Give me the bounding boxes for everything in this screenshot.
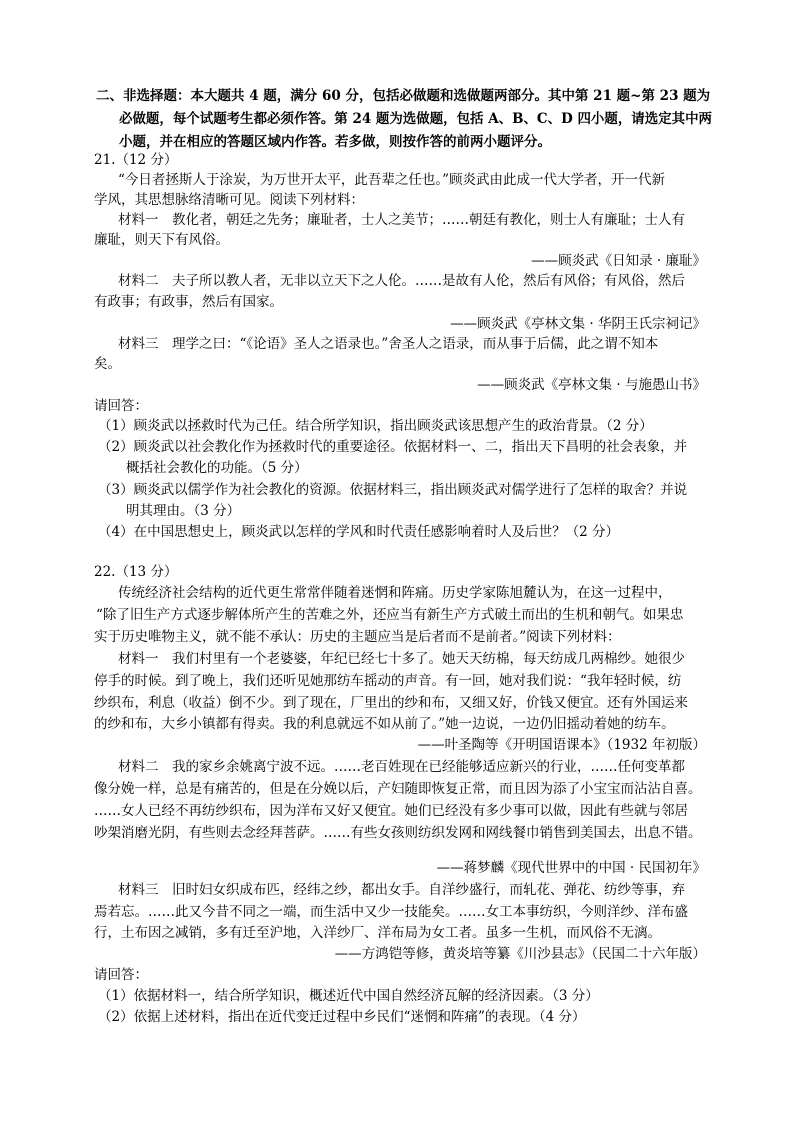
q22-question-1: （1）依据材料一，结合所学知识，概述近代中国自然经济瓦解的经济因素。（3 分）: [98, 988, 599, 1004]
q22-material1-line-3: 纱织布，利息（收益）倒不少。到了现在，厂里出的纱和布，又细又好，价钱又便宜。还有外国运来: [94, 695, 688, 711]
q21-intro-line-2: 学风，其思想脉络清晰可见。阅读下列材料：: [94, 192, 364, 208]
q22-material3-line-2: 焉若忘。……此又今昔不同之一端，而生活中又少一技能矣。……女工本事纺织，今则洋纱、洋布盛: [94, 904, 688, 920]
q21-material3-source: ——顾炎武《亭林文集 · 与施愚山书》: [477, 377, 706, 393]
q22-material2-line-2: 像分娩一样，总是有痛苦的，但是在分娩以后，产妇随即恢复正常，而且因为添了小宝宝而沾沾自喜。: [94, 781, 702, 797]
q21-material3-line-2: 矣。: [94, 356, 121, 372]
q21-material2-line-1: 材料二 夫子所以教人者，无非以立天下之人伦。……是故有人伦，然后有风俗；有风俗，然后: [118, 273, 685, 289]
q21-question-4: （4）在中国思想史上，顾炎武以怎样的学风和时代责任感影响着时人及后世？（2 分）: [98, 524, 619, 540]
q21-material1-line-2: 廉耻，则天下有风俗。: [94, 232, 229, 248]
q22-number: 22.（13 分）: [94, 564, 178, 580]
section-header-line-2: 必做题，每个试题考生都必须作答。第 24 题为选做题，包括 A、B、C、D 四小题，请选定其中两: [119, 111, 713, 127]
q21-number: 21.（12 分）: [94, 152, 178, 168]
q22-intro-line-1: 传统经济社会结构的近代更生常常伴随着迷惘和阵痛。历史学家陈旭麓认为，在这一过程中，: [118, 585, 672, 601]
q22-material2-source: ——蒋梦麟《现代世界中的中国 · 民国初年》: [436, 860, 706, 876]
q22-question-2: （2）依据上述材料，指出在近代变迁过程中乡民们“迷惘和阵痛”的表现。（4 分）: [98, 1009, 586, 1025]
q21-question-3: （3）顾炎武以儒学作为社会教化的资源。依据材料三，指出顾炎武对儒学进行了怎样的取舍？并说: [98, 482, 688, 498]
section-header-line-1: 二、非选择题：本大题共 4 题，满分 60 分，包括必做题和选做题两部分。其中第 21 题~第 23 题为: [96, 88, 711, 104]
q21-material2-line-2: 有政事；有政事，然后有国家。: [94, 294, 283, 310]
q21-prompt: 请回答：: [94, 398, 148, 414]
q21-intro-line-1: “今日者拯斯人于涂炭，为万世开太平，此吾辈之任也。”顾炎武由此成一代大学者，开一代新: [118, 172, 666, 188]
q21-question-2: （2）顾炎武以社会教化作为拯救时代的重要途径。依据材料一、二，指出天下昌明的社会表象，并: [98, 439, 688, 455]
q22-material3-line-1: 材料三 旧时妇女织成布匹，经纬之纱，都出女手。自洋纱盛行，而轧花、弹花、纺纱等事，弃: [118, 882, 685, 898]
q22-intro-line-2: “除了旧生产方式逐步解体所产生的苦难之外，还应当有新生产方式破土而出的生机和朝气。如果忠: [96, 607, 684, 623]
q22-material1-line-1: 材料一 我们村里有一个老婆婆，年纪已经七十多了。她天天纺棉，每天纺成几两棉纱。她很少: [118, 651, 685, 667]
q22-intro-line-3: 实于历史唯物主义，就不能不承认：历史的主题应当是后者而不是前者。”阅读下列材料：: [94, 629, 621, 645]
q21-material1-source: ——顾炎武《日知录 · 廉耻》: [531, 253, 706, 269]
q21-question-3-cont: 明其理由。（3 分）: [126, 503, 241, 519]
q22-material2-line-4: 吵架消磨光阴，有些则去念经拜菩萨。……有些女孩则纺织发网和网线餐巾销售到美国去，出息不错。: [94, 825, 702, 841]
q21-question-1: （1）顾炎武以拯救时代为己任。结合所学知识，指出顾炎武该思想产生的政治背景。（2 分）: [98, 418, 653, 434]
q21-material1-line-1: 材料一 教化者，朝廷之先务；廉耻者，士人之美节；……朝廷有教化，则士人有廉耻；士人有: [118, 212, 685, 228]
q22-material2-line-3: ……女人已经不再纺纱织布，因为洋布又好又便宜。她们已经没有多少事可以做，因此有些就与邻居: [94, 803, 688, 819]
q22-material3-source: ——方鸿铠等修，黄炎培等纂《川沙县志》（民国二十六年版）: [334, 946, 706, 962]
q21-material3-line-1: 材料三 理学之曰：“《论语》圣人之语录也。”舍圣人之语录，而从事于后儒，此之谓不知本: [118, 336, 659, 352]
q21-question-2-cont: 概括社会教化的功能。（5 分）: [126, 460, 308, 476]
q22-material3-line-3: 行，土布因之减销，多有迁至沪地，入洋纱厂、洋布局为女工者。虽多一生机，而风俗不无漓。: [94, 925, 661, 941]
q21-material2-source: ——顾炎武《亭林文集 · 华阴王氏宗祠记》: [450, 316, 706, 332]
q22-material2-line-1: 材料二 我的家乡余姚离宁波不远。……老百姓现在已经能够适应新兴的行业，……任何变革都: [118, 759, 685, 775]
q22-material1-line-4: 的纱和布，大乡小镇都有得卖。我的利息就远不如从前了。”她一边说，一边仍旧摇动着她的纺车。: [94, 716, 675, 732]
q22-prompt: 请回答：: [94, 967, 148, 983]
section-header-line-3: 小题，并在相应的答题区域内作答。若多做，则按作答的前两小题评分。: [119, 134, 551, 150]
q22-material1-line-2: 停手的时候。到了晚上，我们还听见她那纺车摇动的声音。有一回，她对我们说：“我年轻时候，纺: [94, 673, 682, 689]
q22-material1-source: ——叶圣陶等《开明国语课本》（1932 年初版）: [417, 737, 706, 753]
